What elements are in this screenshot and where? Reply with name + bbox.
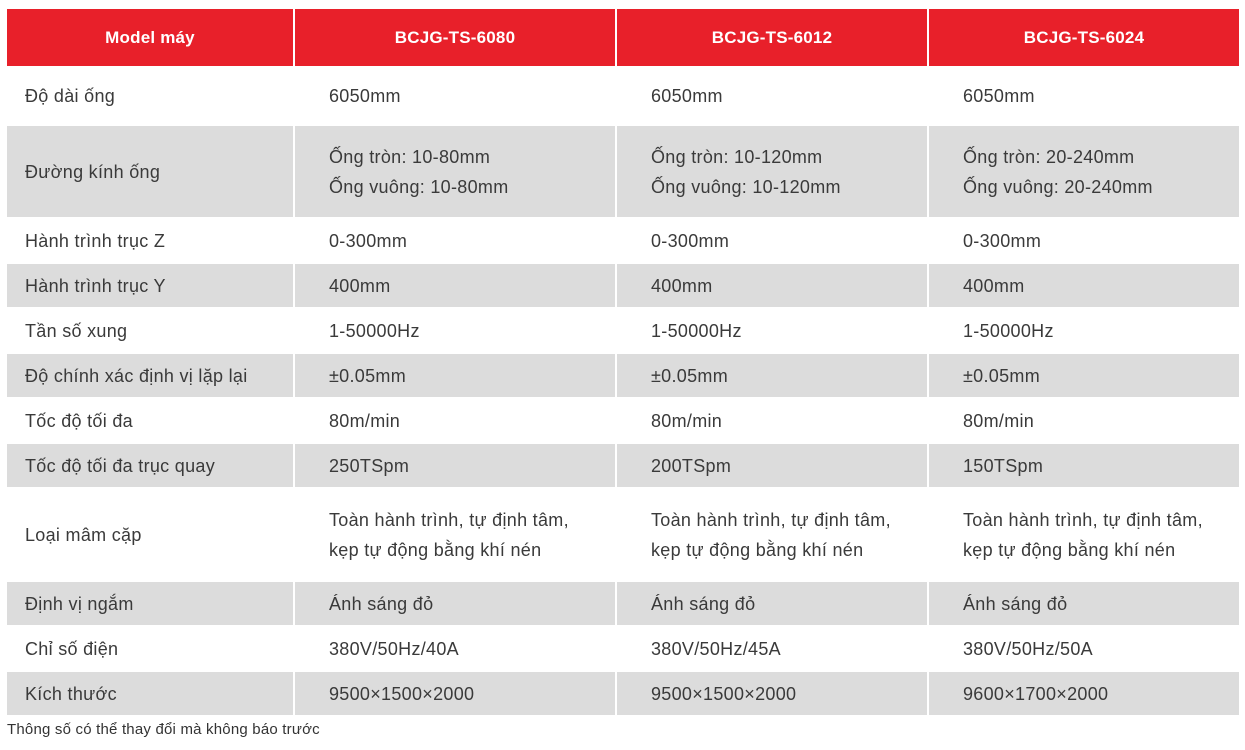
table-row (7, 66, 1239, 124)
header-model: Model máy (7, 9, 295, 66)
cell-value: 9600×1700×2000 (929, 670, 1239, 715)
cell-line: kẹp tự động bằng khí nén (329, 539, 542, 560)
cell-value: 380V/50Hz/50A (929, 625, 1239, 670)
cell-line: Toàn hành trình, tự định tâm, (963, 509, 1203, 530)
cell-value: 380V/50Hz/40A (295, 625, 617, 670)
row-label: Độ dài ống (7, 66, 295, 124)
row-label: Tốc độ tối đa trục quay (7, 442, 295, 487)
cell-value: 80m/min (295, 397, 617, 442)
cell-value: 6050mm (617, 66, 929, 124)
cell-value: ±0.05mm (295, 352, 617, 397)
cell-value: 400mm (617, 262, 929, 307)
table-row (7, 217, 1239, 262)
cell-value (295, 487, 617, 580)
cell-line: Ống vuông: 10-80mm (329, 176, 509, 197)
cell-value: 0-300mm (929, 217, 1239, 262)
cell-value: 80m/min (617, 397, 929, 442)
cell-value: 400mm (295, 262, 617, 307)
cell-value (295, 124, 617, 217)
cell-value: 150TSpm (929, 442, 1239, 487)
table-row (7, 487, 1239, 580)
row-label: Chỉ số điện (7, 625, 295, 670)
header-bcjg-ts-6080: BCJG-TS-6080 (295, 9, 617, 66)
cell-line: Toàn hành trình, tự định tâm, (651, 509, 891, 530)
cell-value: 400mm (929, 262, 1239, 307)
cell-value: Ánh sáng đỏ (617, 580, 929, 625)
cell-value: Ánh sáng đỏ (295, 580, 617, 625)
table-row (7, 262, 1239, 307)
row-label: Đường kính ống (7, 124, 295, 217)
header-bcjg-ts-6012: BCJG-TS-6012 (617, 9, 929, 66)
table-row (7, 124, 1239, 217)
table-row (7, 442, 1239, 487)
cell-value: 6050mm (295, 66, 617, 124)
row-label: Hành trình trục Y (7, 262, 295, 307)
cell-line: Ống vuông: 20-240mm (963, 176, 1153, 197)
table-row (7, 352, 1239, 397)
spec-table (7, 9, 1239, 715)
cell-value: ±0.05mm (617, 352, 929, 397)
row-label: Định vị ngắm (7, 580, 295, 625)
row-label: Kích thước (7, 670, 295, 715)
row-label: Tốc độ tối đa (7, 397, 295, 442)
table-row (7, 625, 1239, 670)
cell-line: Ống tròn: 20-240mm (963, 146, 1135, 167)
cell-value: 200TSpm (617, 442, 929, 487)
cell-value: 1-50000Hz (617, 307, 929, 352)
row-label: Hành trình trục Z (7, 217, 295, 262)
header-row (7, 9, 1239, 66)
cell-value: 80m/min (929, 397, 1239, 442)
cell-value: Ánh sáng đỏ (929, 580, 1239, 625)
cell-value: 1-50000Hz (929, 307, 1239, 352)
cell-line: Toàn hành trình, tự định tâm, (329, 509, 569, 530)
cell-value (929, 124, 1239, 217)
cell-value: 0-300mm (295, 217, 617, 262)
footnote: Thông số có thể thay đổi mà không báo trước (7, 721, 320, 738)
cell-value: 380V/50Hz/45A (617, 625, 929, 670)
cell-value: 250TSpm (295, 442, 617, 487)
header-bcjg-ts-6024: BCJG-TS-6024 (929, 9, 1239, 66)
table-row (7, 397, 1239, 442)
cell-line: Ống tròn: 10-120mm (651, 146, 823, 167)
cell-value (617, 124, 929, 217)
cell-line: kẹp tự động bằng khí nén (963, 539, 1176, 560)
cell-value: 0-300mm (617, 217, 929, 262)
cell-value (929, 487, 1239, 580)
table-row (7, 670, 1239, 715)
row-label: Loại mâm cặp (7, 487, 295, 580)
cell-value: 6050mm (929, 66, 1239, 124)
cell-value: 9500×1500×2000 (295, 670, 617, 715)
cell-value: ±0.05mm (929, 352, 1239, 397)
table-row (7, 580, 1239, 625)
table-row (7, 307, 1239, 352)
cell-value: 1-50000Hz (295, 307, 617, 352)
cell-line: Ống tròn: 10-80mm (329, 146, 491, 167)
cell-line: kẹp tự động bằng khí nén (651, 539, 864, 560)
row-label: Độ chính xác định vị lặp lại (7, 352, 295, 397)
row-label: Tần số xung (7, 307, 295, 352)
cell-line: Ống vuông: 10-120mm (651, 176, 841, 197)
cell-value (617, 487, 929, 580)
cell-value: 9500×1500×2000 (617, 670, 929, 715)
